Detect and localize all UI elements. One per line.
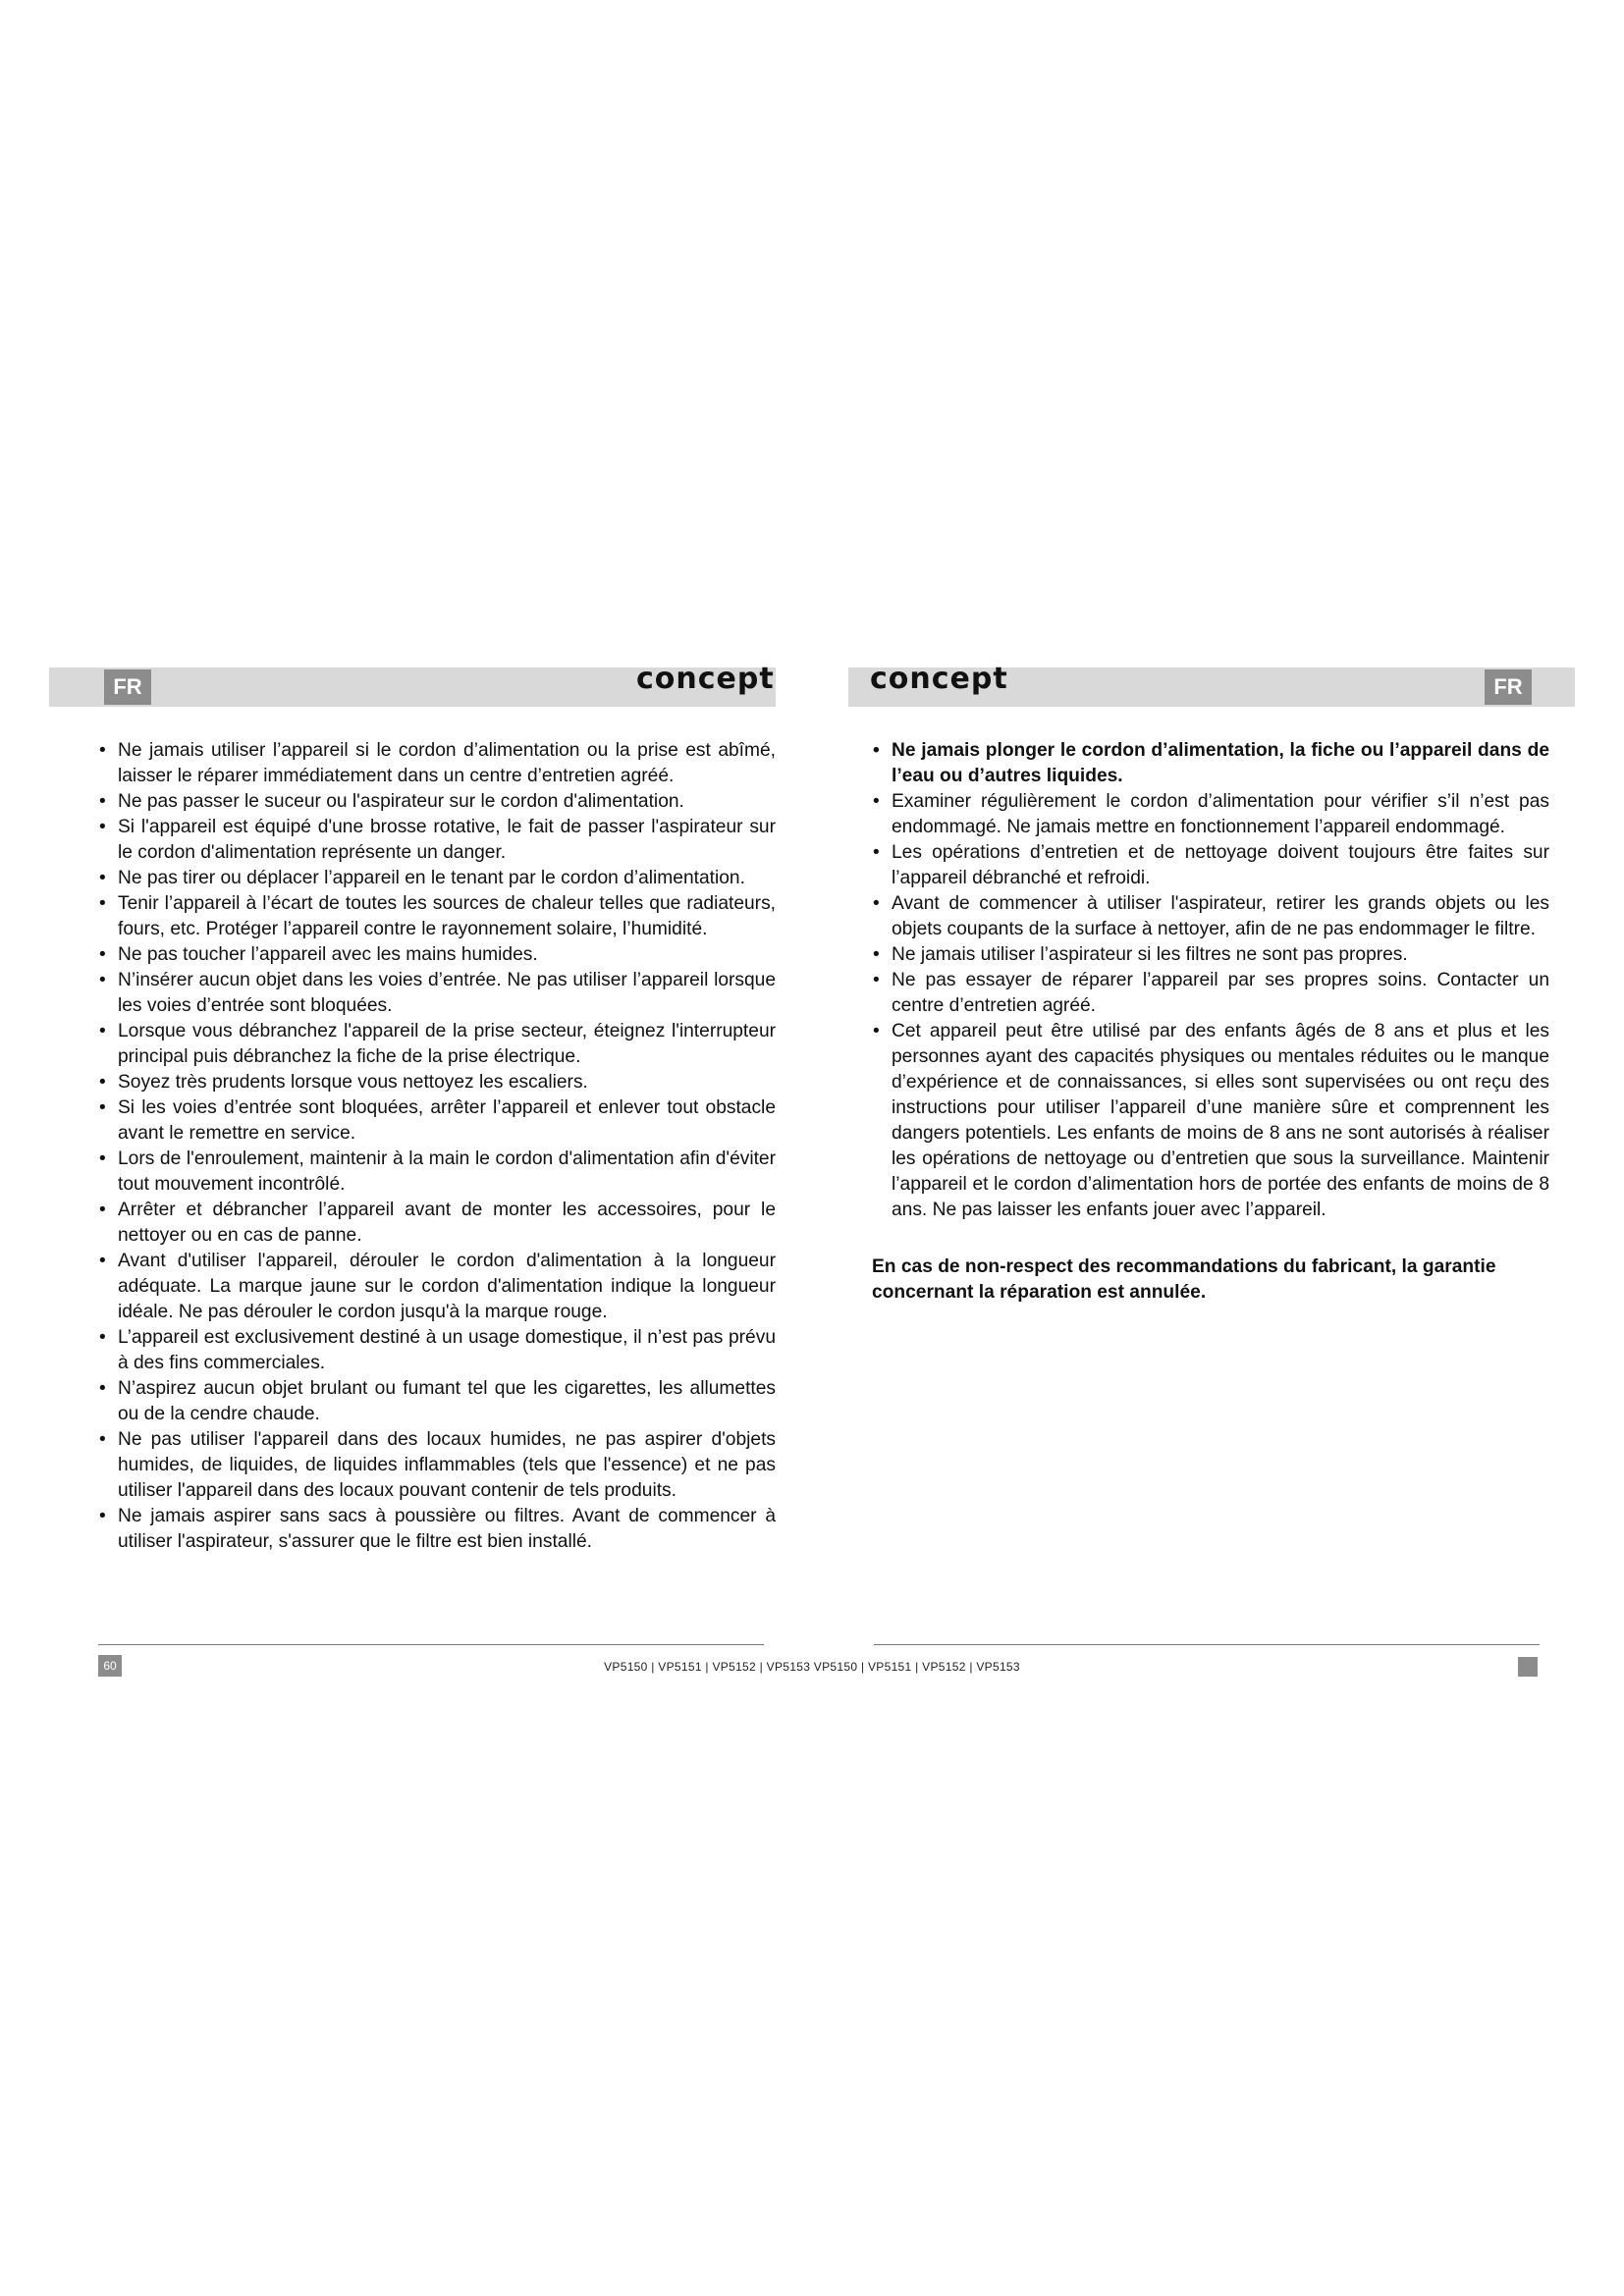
model-numbers: VP5150 | VP5151 | VP5152 | VP5153 VP5150 | VP5151 | VP5152 | VP5153 (604, 1660, 1020, 1674)
list-item: • Lorsque vous débranchez l'appareil de la prise secteur, éteignez l'interrupteur principal puis débranchez la fiche de la prise électrique. (98, 1019, 776, 1070)
list-item: • Avant d'utiliser l'appareil, dérouler le cordon d'alimentation à la longueur adéquate. La marque jaune sur le cordon d'alimentation indique la longueur idéale. Ne pas dérouler le cordon jusqu'à la marque rouge. (98, 1249, 776, 1325)
list-item: • Ne pas tirer ou déplacer l’appareil en le tenant par le cordon d’alimentation. (98, 866, 776, 891)
list-item: • Examiner régulièrement le cordon d’alimentation pour vérifier s’il n’est pas endommagé. Ne jamais mettre en fonctionnement l’appareil endommagé. (872, 789, 1549, 840)
list-item: • Ne jamais aspirer sans sacs à poussière ou filtres. Avant de commencer à utiliser l'aspirateur, s'assurer que le filtre est bien installé. (98, 1504, 776, 1555)
brand-logo-right: concept (870, 662, 1008, 696)
list-item: • Ne jamais utiliser l’appareil si le cordon d’alimentation ou la prise est abîmé, laisser le réparer immédiatement dans un centre d’entretien agréé. (98, 738, 776, 789)
right-column (872, 738, 1549, 1324)
list-item-warning: • Ne jamais plonger le cordon d’alimentation, la fiche ou l’appareil dans de l’eau ou d’autres liquides. (872, 738, 1549, 789)
list-item: • N’aspirez aucun objet brulant ou fumant tel que les cigarettes, les allumettes ou de la cendre chaude. (98, 1376, 776, 1427)
list-item: • Ne pas utiliser l'appareil dans des locaux humides, ne pas aspirer d'objets humides, de liquides, de liquides inflammables (tels que l'essence) et ne pas utiliser l'appareil dans des locaux pouvant contenir de tels produits. (98, 1427, 776, 1504)
list-item: • Ne pas toucher l’appareil avec les mains humides. (98, 942, 776, 968)
page-number: 60 (98, 1655, 122, 1677)
left-column (98, 738, 776, 1555)
list-item: • Si l'appareil est équipé d'une brosse rotative, le fait de passer l'aspirateur sur le cordon d'alimentation représente un danger. (98, 815, 776, 866)
list-item: • Ne pas essayer de réparer l’appareil par ses propres soins. Contacter un centre d’entretien agréé. (872, 968, 1549, 1019)
footer-rule-left (98, 1644, 764, 1645)
language-badge-right: FR (1485, 669, 1532, 705)
list-item: • Si les voies d’entrée sont bloquées, arrêter l’appareil et enlever tout obstacle avant le remettre en service. (98, 1095, 776, 1147)
footer-rule-right (874, 1644, 1540, 1645)
list-item: • Arrêter et débrancher l’appareil avant de monter les accessoires, pour le nettoyer ou en cas de panne. (98, 1198, 776, 1249)
list-item: • Ne jamais utiliser l’aspirateur si les filtres ne sont pas propres. (872, 942, 1549, 968)
list-item: • Soyez très prudents lorsque vous nettoyez les escaliers. (98, 1070, 776, 1095)
brand-logo-left: concept (636, 662, 775, 696)
list-item: • Lors de l'enroulement, maintenir à la main le cordon d'alimentation afin d'éviter tout mouvement incontrôlé. (98, 1147, 776, 1198)
language-badge-left: FR (104, 669, 151, 705)
warranty-note: En cas de non-respect des recommandations du fabricant, la garantie concernant la réparation est annulée. (872, 1256, 1496, 1303)
safety-list-right (872, 738, 1549, 1223)
list-item: • N’insérer aucun objet dans les voies d’entrée. Ne pas utiliser l’appareil lorsque les voies d’entrée sont bloquées. (98, 968, 776, 1019)
list-item: • Cet appareil peut être utilisé par des enfants âgés de 8 ans et plus et les personnes ayant des capacités physiques ou mentales réduites ou le manque d’expérience et de connaissances, si elles sont supervisées ou ont reçu des instructions pour utiliser l’appareil d’une manière sûre et comprennent les dangers potentiels. Les enfants de moins de 8 ans ne sont autorisés à réaliser les opérations de nettoyage ou d’entretien que sous la surveillance. Maintenir l’appareil et le cordon d’alimentation hors de portée des enfants de moins de 8 ans. Ne pas laisser les enfants jouer avec l’appareil. (872, 1019, 1549, 1223)
list-item: • Tenir l’appareil à l’écart de toutes les sources de chaleur telles que radiateurs, fours, etc. Protéger l’appareil contre le rayonnement solaire, l’humidité. (98, 891, 776, 942)
list-item: • Les opérations d’entretien et de nettoyage doivent toujours être faites sur l’appareil débranché et refroidi. (872, 840, 1549, 891)
list-item: • Ne pas passer le suceur ou l'aspirateur sur le cordon d'alimentation. (98, 789, 776, 815)
list-item: • Avant de commencer à utiliser l'aspirateur, retirer les grands objets ou les objets coupants de la surface à nettoyer, afin de ne pas endommager le filtre. (872, 891, 1549, 942)
safety-list-left (98, 738, 776, 1555)
list-item: • L’appareil est exclusivement destiné à un usage domestique, il n’est pas prévu à des fins commerciales. (98, 1325, 776, 1376)
